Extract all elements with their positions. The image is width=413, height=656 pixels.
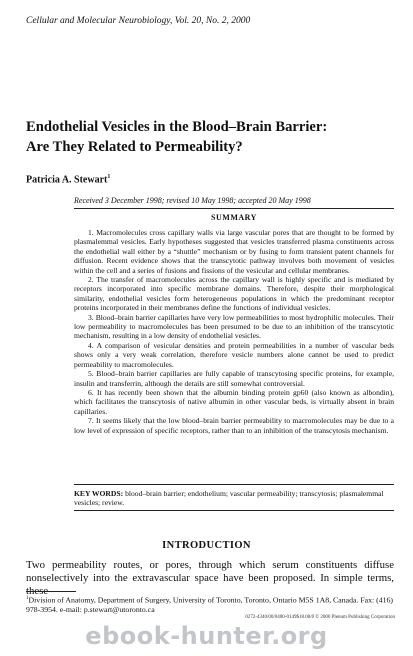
watermark: ebook-hunter.org bbox=[85, 622, 328, 650]
received-dates: Received 3 December 1998; revised 10 May 1998; accepted 20 May 1998 bbox=[74, 196, 311, 205]
keywords-label: KEY WORDS: bbox=[74, 489, 124, 498]
summary-heading: SUMMARY bbox=[211, 213, 257, 222]
introduction-text: Two permeability routes, or pores, through which serum constituents diffuse nonselectively into the extravascular space have been proposed. In simple terms, these bbox=[26, 559, 394, 597]
footnote-marker: 1 bbox=[26, 596, 29, 601]
keywords-text: blood–brain barrier; endothelium; vascular permeability; transcytosis; plasmalemmal vesicles; review. bbox=[74, 489, 384, 508]
article-title bbox=[26, 117, 386, 157]
introduction-heading: INTRODUCTION bbox=[162, 540, 251, 551]
summary-paragraph: 4. A comparison of vesicular densities and protein permeabilities in a number of vascular beds shows only a very weak correlation, therefore vesicle numbers alone cannot be used to predict permeability to macromolecules. bbox=[74, 340, 394, 369]
keywords-top-rule bbox=[74, 484, 394, 485]
summary-paragraph: 3. Blood–brain barrier capillaries have very low permeabilities to most hydrophilic molecules. Their low permeability to macromolecules has been presumed to be due to an inhibition of the transcytotic mechanism, resulting in a low density of endothelial vesicles. bbox=[74, 312, 394, 341]
journal-citation: Cellular and Molecular Neurobiology, Vol. 20, No. 2, 2000 bbox=[26, 16, 251, 26]
summary-top-rule bbox=[74, 208, 394, 209]
title-line-1: Endothelial Vesicles in the Blood–Brain Barrier: bbox=[26, 119, 328, 135]
summary-body bbox=[74, 228, 394, 435]
summary-paragraph: 5. Blood–brain barrier capillaries are fully capable of transcytosing specific proteins, for example, insulin and transferrin, although the details are still somewhat controversial. bbox=[74, 369, 394, 388]
keywords-bottom-rule bbox=[74, 510, 394, 511]
keywords-block bbox=[74, 489, 394, 508]
summary-paragraph: 7. It seems likely that the low blood–brain barrier permeability to macromolecules may be due to a low level of expression of specific receptors, rather than to an inhibition of the transcytosis mechanism. bbox=[74, 416, 394, 435]
footnote bbox=[26, 594, 394, 615]
footnote-text: Division of Anatomy, Department of Surgery, University of Toronto, Toronto, Ontario M5S 1A8, Canada. Fax: (416) 978-3954. e-mail: p.stewart@utoronto.ca bbox=[26, 595, 394, 615]
author-text: Patricia A. Stewart bbox=[26, 174, 108, 186]
summary-paragraph: 1. Macromolecules cross capillary walls via large vascular pores that are thought to be formed by plasmalemmal vesicles. Early hypotheses suggested that vesicles transferred plasma constituents across the endothelial wall either by a “shuttle” mechanism or by fusing to form transient patent channels for diffusion. Recent evidence shows that the transcytotic pathway involves both movement of vesicles within the cell and a series of fusions and fissions of the vesicular and cellular membranes. bbox=[74, 228, 394, 275]
author-name bbox=[26, 174, 110, 185]
title-line-2: Are They Related to Permeability? bbox=[26, 139, 243, 155]
author-footnote-marker: 1 bbox=[107, 174, 111, 180]
summary-paragraph: 6. It has recently been shown that the albumin binding protein gp60 (also known as albondin), which facilitates the transcytosis of native albumin in other vascular beds, is virtually absent in brain capillaries. bbox=[74, 387, 394, 416]
summary-paragraph: 2. The transfer of macromolecules across the capillary wall is highly specific and is mediated by receptors incorporated into specific membrane domains. Therefore, despite their morphological similarity, endothelial vesicles form heterogeneous populations in which the predominant receptor proteins incorporated in their membranes define the functions of individual vesicles. bbox=[74, 275, 394, 313]
copyright-line: 0272-4340/00/0400-0149$18.00/0 © 2000 Plenum Publishing Corporation bbox=[245, 615, 395, 620]
footnote-rule bbox=[26, 591, 76, 592]
